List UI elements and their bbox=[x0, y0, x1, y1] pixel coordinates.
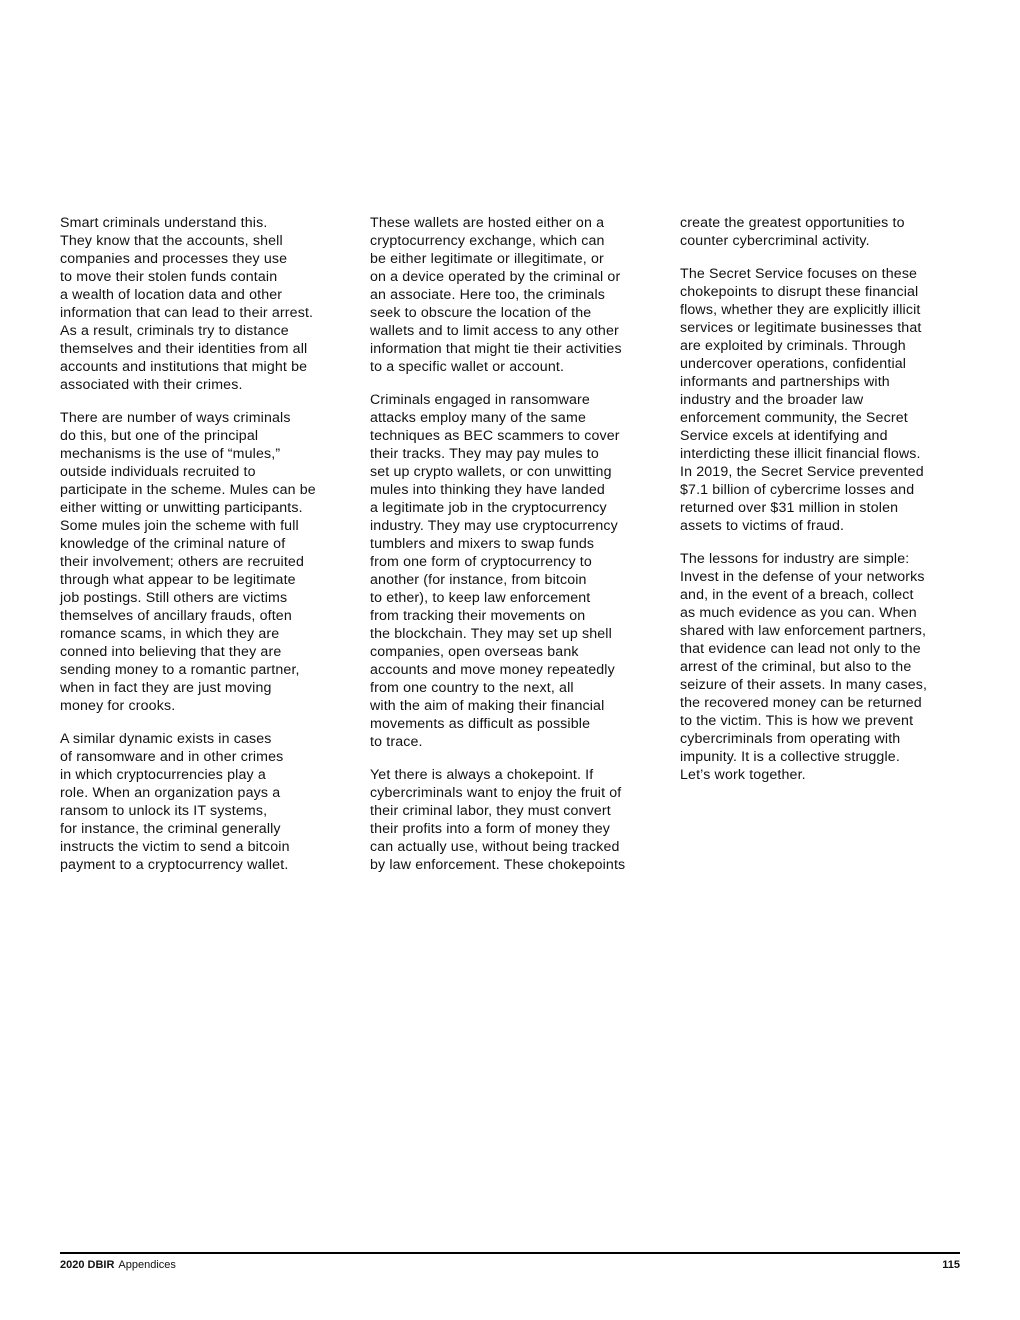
text-line: cryptocurrency exchange, which can bbox=[370, 233, 605, 249]
paragraph bbox=[680, 550, 965, 784]
paragraph bbox=[60, 214, 350, 394]
text-line: romance scams, in which they are bbox=[60, 626, 280, 642]
text-line: Criminals engaged in ransomware bbox=[370, 392, 590, 408]
body-column-3 bbox=[680, 214, 965, 799]
text-line: the recovered money can be returned bbox=[680, 695, 922, 711]
text-line: accounts and move money repeatedly bbox=[370, 662, 615, 678]
text-line: They know that the accounts, shell bbox=[60, 233, 283, 249]
text-line: seizure of their assets. In many cases, bbox=[680, 677, 928, 693]
text-line: returned over $31 million in stolen bbox=[680, 500, 899, 516]
text-line: do this, but one of the principal bbox=[60, 428, 259, 444]
text-line: an associate. Here too, the criminals bbox=[370, 287, 606, 303]
text-line: industry. They may use cryptocurrency bbox=[370, 518, 618, 534]
text-line: to a specific wallet or account. bbox=[370, 359, 565, 375]
text-line: the blockchain. They may set up shell bbox=[370, 626, 612, 642]
body-column-1 bbox=[60, 214, 350, 889]
text-line: Yet there is always a chokepoint. If bbox=[370, 767, 594, 783]
text-line: movements as difficult as possible bbox=[370, 716, 591, 732]
text-line: their involvement; others are recruited bbox=[60, 554, 304, 570]
text-line: A similar dynamic exists in cases bbox=[60, 731, 272, 747]
text-line: cybercriminals from operating with bbox=[680, 731, 901, 747]
text-line: In 2019, the Secret Service prevented bbox=[680, 464, 924, 480]
text-line: industry and the broader law bbox=[680, 392, 864, 408]
text-line: a legitimate job in the cryptocurrency bbox=[370, 500, 607, 516]
text-line: seek to obscure the location of the bbox=[370, 305, 592, 321]
text-line: from tracking their movements on bbox=[370, 608, 586, 624]
text-line: to ether), to keep law enforcement bbox=[370, 590, 591, 606]
text-line: with the aim of making their financial bbox=[370, 698, 605, 714]
paragraph bbox=[60, 730, 350, 874]
paragraph bbox=[680, 265, 965, 535]
text-line: mechanisms is the use of “mules,” bbox=[60, 446, 281, 462]
text-line: knowledge of the criminal nature of bbox=[60, 536, 286, 552]
text-line: There are number of ways criminals bbox=[60, 410, 291, 426]
text-line: mules into thinking they have landed bbox=[370, 482, 605, 498]
text-line: undercover operations, confidential bbox=[680, 356, 907, 372]
text-line: information that might tie their activities bbox=[370, 341, 622, 357]
text-line: either witting or unwitting participants. bbox=[60, 500, 303, 516]
text-line: associated with their crimes. bbox=[60, 377, 243, 393]
text-line: to move their stolen funds contain bbox=[60, 269, 278, 285]
text-line: The Secret Service focuses on these bbox=[680, 266, 918, 282]
text-line: Service excels at identifying and bbox=[680, 428, 888, 444]
body-column-2 bbox=[370, 214, 660, 889]
text-line: as much evidence as you can. When bbox=[680, 605, 917, 621]
text-line: another (for instance, from bitcoin bbox=[370, 572, 587, 588]
text-line: $7.1 billion of cybercrime losses and bbox=[680, 482, 915, 498]
text-line: companies, open overseas bank bbox=[370, 644, 579, 660]
text-line: impunity. It is a collective struggle. bbox=[680, 749, 900, 765]
text-line: attacks employ many of the same bbox=[370, 410, 586, 426]
text-line: are exploited by criminals. Through bbox=[680, 338, 906, 354]
text-line: through what appear to be legitimate bbox=[60, 572, 296, 588]
text-line: participate in the scheme. Mules can be bbox=[60, 482, 316, 498]
text-line: by law enforcement. These chokepoints bbox=[370, 857, 626, 873]
footer-rule bbox=[60, 1252, 960, 1254]
page-number: 115 bbox=[942, 1259, 960, 1271]
text-line: These wallets are hosted either on a bbox=[370, 215, 605, 231]
text-line: their criminal labor, they must convert bbox=[370, 803, 611, 819]
report-name: 2020 DBIR bbox=[60, 1259, 115, 1271]
text-line: wallets and to limit access to any other bbox=[370, 323, 619, 339]
text-line: in which cryptocurrencies play a bbox=[60, 767, 266, 783]
text-line: from one country to the next, all bbox=[370, 680, 574, 696]
paragraph bbox=[370, 391, 660, 751]
text-line: tumblers and mixers to swap funds bbox=[370, 536, 595, 552]
text-line: create the greatest opportunities to bbox=[680, 215, 905, 231]
text-line: information that can lead to their arrest. bbox=[60, 305, 314, 321]
text-line: informants and partnerships with bbox=[680, 374, 890, 390]
text-line: their tracks. They may pay mules to bbox=[370, 446, 599, 462]
text-line: accounts and institutions that might be bbox=[60, 359, 308, 375]
text-line: that evidence can lead not only to the bbox=[680, 641, 921, 657]
text-line: sending money to a romantic partner, bbox=[60, 662, 300, 678]
text-line: assets to victims of fraud. bbox=[680, 518, 845, 534]
text-line: of ransomware and in other crimes bbox=[60, 749, 284, 765]
text-line: to trace. bbox=[370, 734, 423, 750]
text-line: from one form of cryptocurrency to bbox=[370, 554, 592, 570]
text-line: can actually use, without being tracked bbox=[370, 839, 620, 855]
text-line: for instance, the criminal generally bbox=[60, 821, 281, 837]
text-line: chokepoints to disrupt these financial bbox=[680, 284, 919, 300]
paragraph bbox=[370, 766, 660, 874]
paragraph bbox=[60, 409, 350, 715]
text-line: conned into believing that they are bbox=[60, 644, 282, 660]
text-line: services or legitimate businesses that bbox=[680, 320, 922, 336]
text-line: their profits into a form of money they bbox=[370, 821, 611, 837]
text-line: payment to a cryptocurrency wallet. bbox=[60, 857, 289, 873]
paragraph bbox=[680, 214, 965, 250]
text-line: counter cybercriminal activity. bbox=[680, 233, 870, 249]
text-line: set up crypto wallets, or con unwitting bbox=[370, 464, 612, 480]
text-line: outside individuals recruited to bbox=[60, 464, 256, 480]
text-line: money for crooks. bbox=[60, 698, 176, 714]
text-line: Invest in the defense of your networks bbox=[680, 569, 925, 585]
text-line: The lessons for industry are simple: bbox=[680, 551, 910, 567]
text-line: job postings. Still others are victims bbox=[60, 590, 288, 606]
text-line: Smart criminals understand this. bbox=[60, 215, 268, 231]
text-line: on a device operated by the criminal or bbox=[370, 269, 621, 285]
text-line: As a result, criminals try to distance bbox=[60, 323, 289, 339]
text-line: themselves and their identities from all bbox=[60, 341, 308, 357]
text-line: flows, whether they are explicitly illicit bbox=[680, 302, 921, 318]
text-line: role. When an organization pays a bbox=[60, 785, 281, 801]
text-line: enforcement community, the Secret bbox=[680, 410, 908, 426]
paragraph bbox=[370, 214, 660, 376]
text-line: arrest of the criminal, but also to the bbox=[680, 659, 912, 675]
text-line: shared with law enforcement partners, bbox=[680, 623, 927, 639]
text-line: Let’s work together. bbox=[680, 767, 806, 783]
text-line: techniques as BEC scammers to cover bbox=[370, 428, 620, 444]
text-line: be either legitimate or illegitimate, or bbox=[370, 251, 604, 267]
text-line: a wealth of location data and other bbox=[60, 287, 283, 303]
text-line: to the victim. This is how we prevent bbox=[680, 713, 914, 729]
section-name: Appendices bbox=[118, 1259, 176, 1271]
text-line: themselves of ancillary frauds, often bbox=[60, 608, 292, 624]
text-line: when in fact they are just moving bbox=[60, 680, 272, 696]
text-line: companies and processes they use bbox=[60, 251, 288, 267]
text-line: interdicting these illicit financial flows. bbox=[680, 446, 921, 462]
text-line: ransom to unlock its IT systems, bbox=[60, 803, 268, 819]
text-line: cybercriminals want to enjoy the fruit of bbox=[370, 785, 622, 801]
text-line: Some mules join the scheme with full bbox=[60, 518, 299, 534]
text-line: and, in the event of a breach, collect bbox=[680, 587, 914, 603]
footer-label bbox=[60, 1259, 176, 1272]
text-line: instructs the victim to send a bitcoin bbox=[60, 839, 290, 855]
